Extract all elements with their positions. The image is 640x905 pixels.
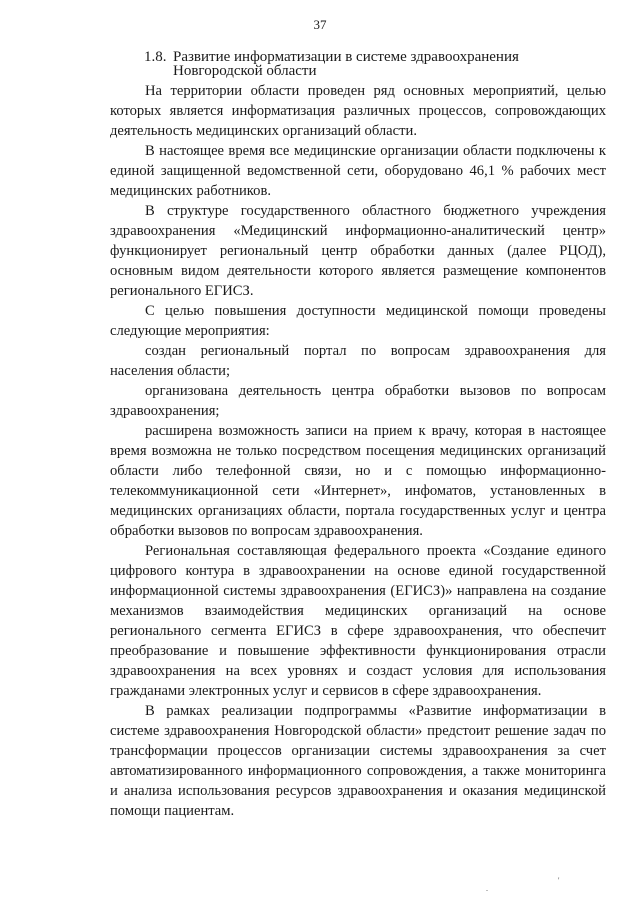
paragraph: В рамках реализации подпрограммы «Развитие информатизации в системе здравоохранения Новгородской области» предстоит решение задач по трансформации процессов организации системы здравоохранения за счет автоматизированного информационного сопровождения, а также мониторинга и анализа использования ресурсов здравоохранения и оказания медицинской помощи пациентам. <box>110 703 606 819</box>
scan-speck: ' <box>558 876 560 885</box>
paragraph: Региональная составляющая федерального проекта «Создание единого цифрового контура в здравоохранении на основе единой государственной информационной системы здравоохранения (ЕГИСЗ)» направлена на создание механизмов взаимодействия медицинских организаций на основе регионального сегмента ЕГИСЗ в сфере здравоохранения, что обеспечит преобразование и повышение эффективности функционирования отрасли здравоохранения на всех уровнях и создаст условия для использования гражданами электронных услуг и сервисов в сфере здравоохранения. <box>110 543 606 699</box>
list-item: создан региональный портал по вопросам здравоохранения для населения области; <box>110 343 606 379</box>
scan-speck: . <box>486 884 488 893</box>
section-body <box>110 81 606 821</box>
paragraph: С целью повышения доступности медицинской помощи проведены следующие мероприятия: <box>110 303 606 339</box>
section-heading <box>144 50 584 78</box>
section-title-line2: Новгородской области <box>173 63 317 79</box>
section-number: 1.8. <box>144 49 167 65</box>
section-title-line1: Развитие информатизации в системе здравоохранения <box>173 49 519 65</box>
list-item: организована деятельность центра обработки вызовов по вопросам здравоохранения; <box>110 383 606 419</box>
paragraph: В настоящее время все медицинские организации области подключены к единой защищенной ведомственной сети, оборудовано 46,1 % рабочих мест медицинских работников. <box>110 143 606 199</box>
list-item: расширена возможность записи на прием к врачу, которая в настоящее время возможна не только посредством посещения медицинских организаций области либо телефонной связи, но и с помощью информационно-телекоммуникационной сети «Интернет», инфоматов, установленных в медицинских организациях области, портала государственных услуг и центра обработки вызовов по вопросам здравоохранения. <box>110 423 606 539</box>
paragraph: На территории области проведен ряд основных мероприятий, целью которых является информатизация различных процессов, сопровождающих деятельность медицинских организаций области. <box>110 83 606 139</box>
paragraph: В структуре государственного областного бюджетного учреждения здравоохранения «Медицинский информационно-аналитический центр» функционирует региональный центр обработки данных (далее РЦОД), основным видом деятельности которого является размещение компонентов регионального ЕГИСЗ. <box>110 203 606 299</box>
page-number: 37 <box>313 17 327 32</box>
